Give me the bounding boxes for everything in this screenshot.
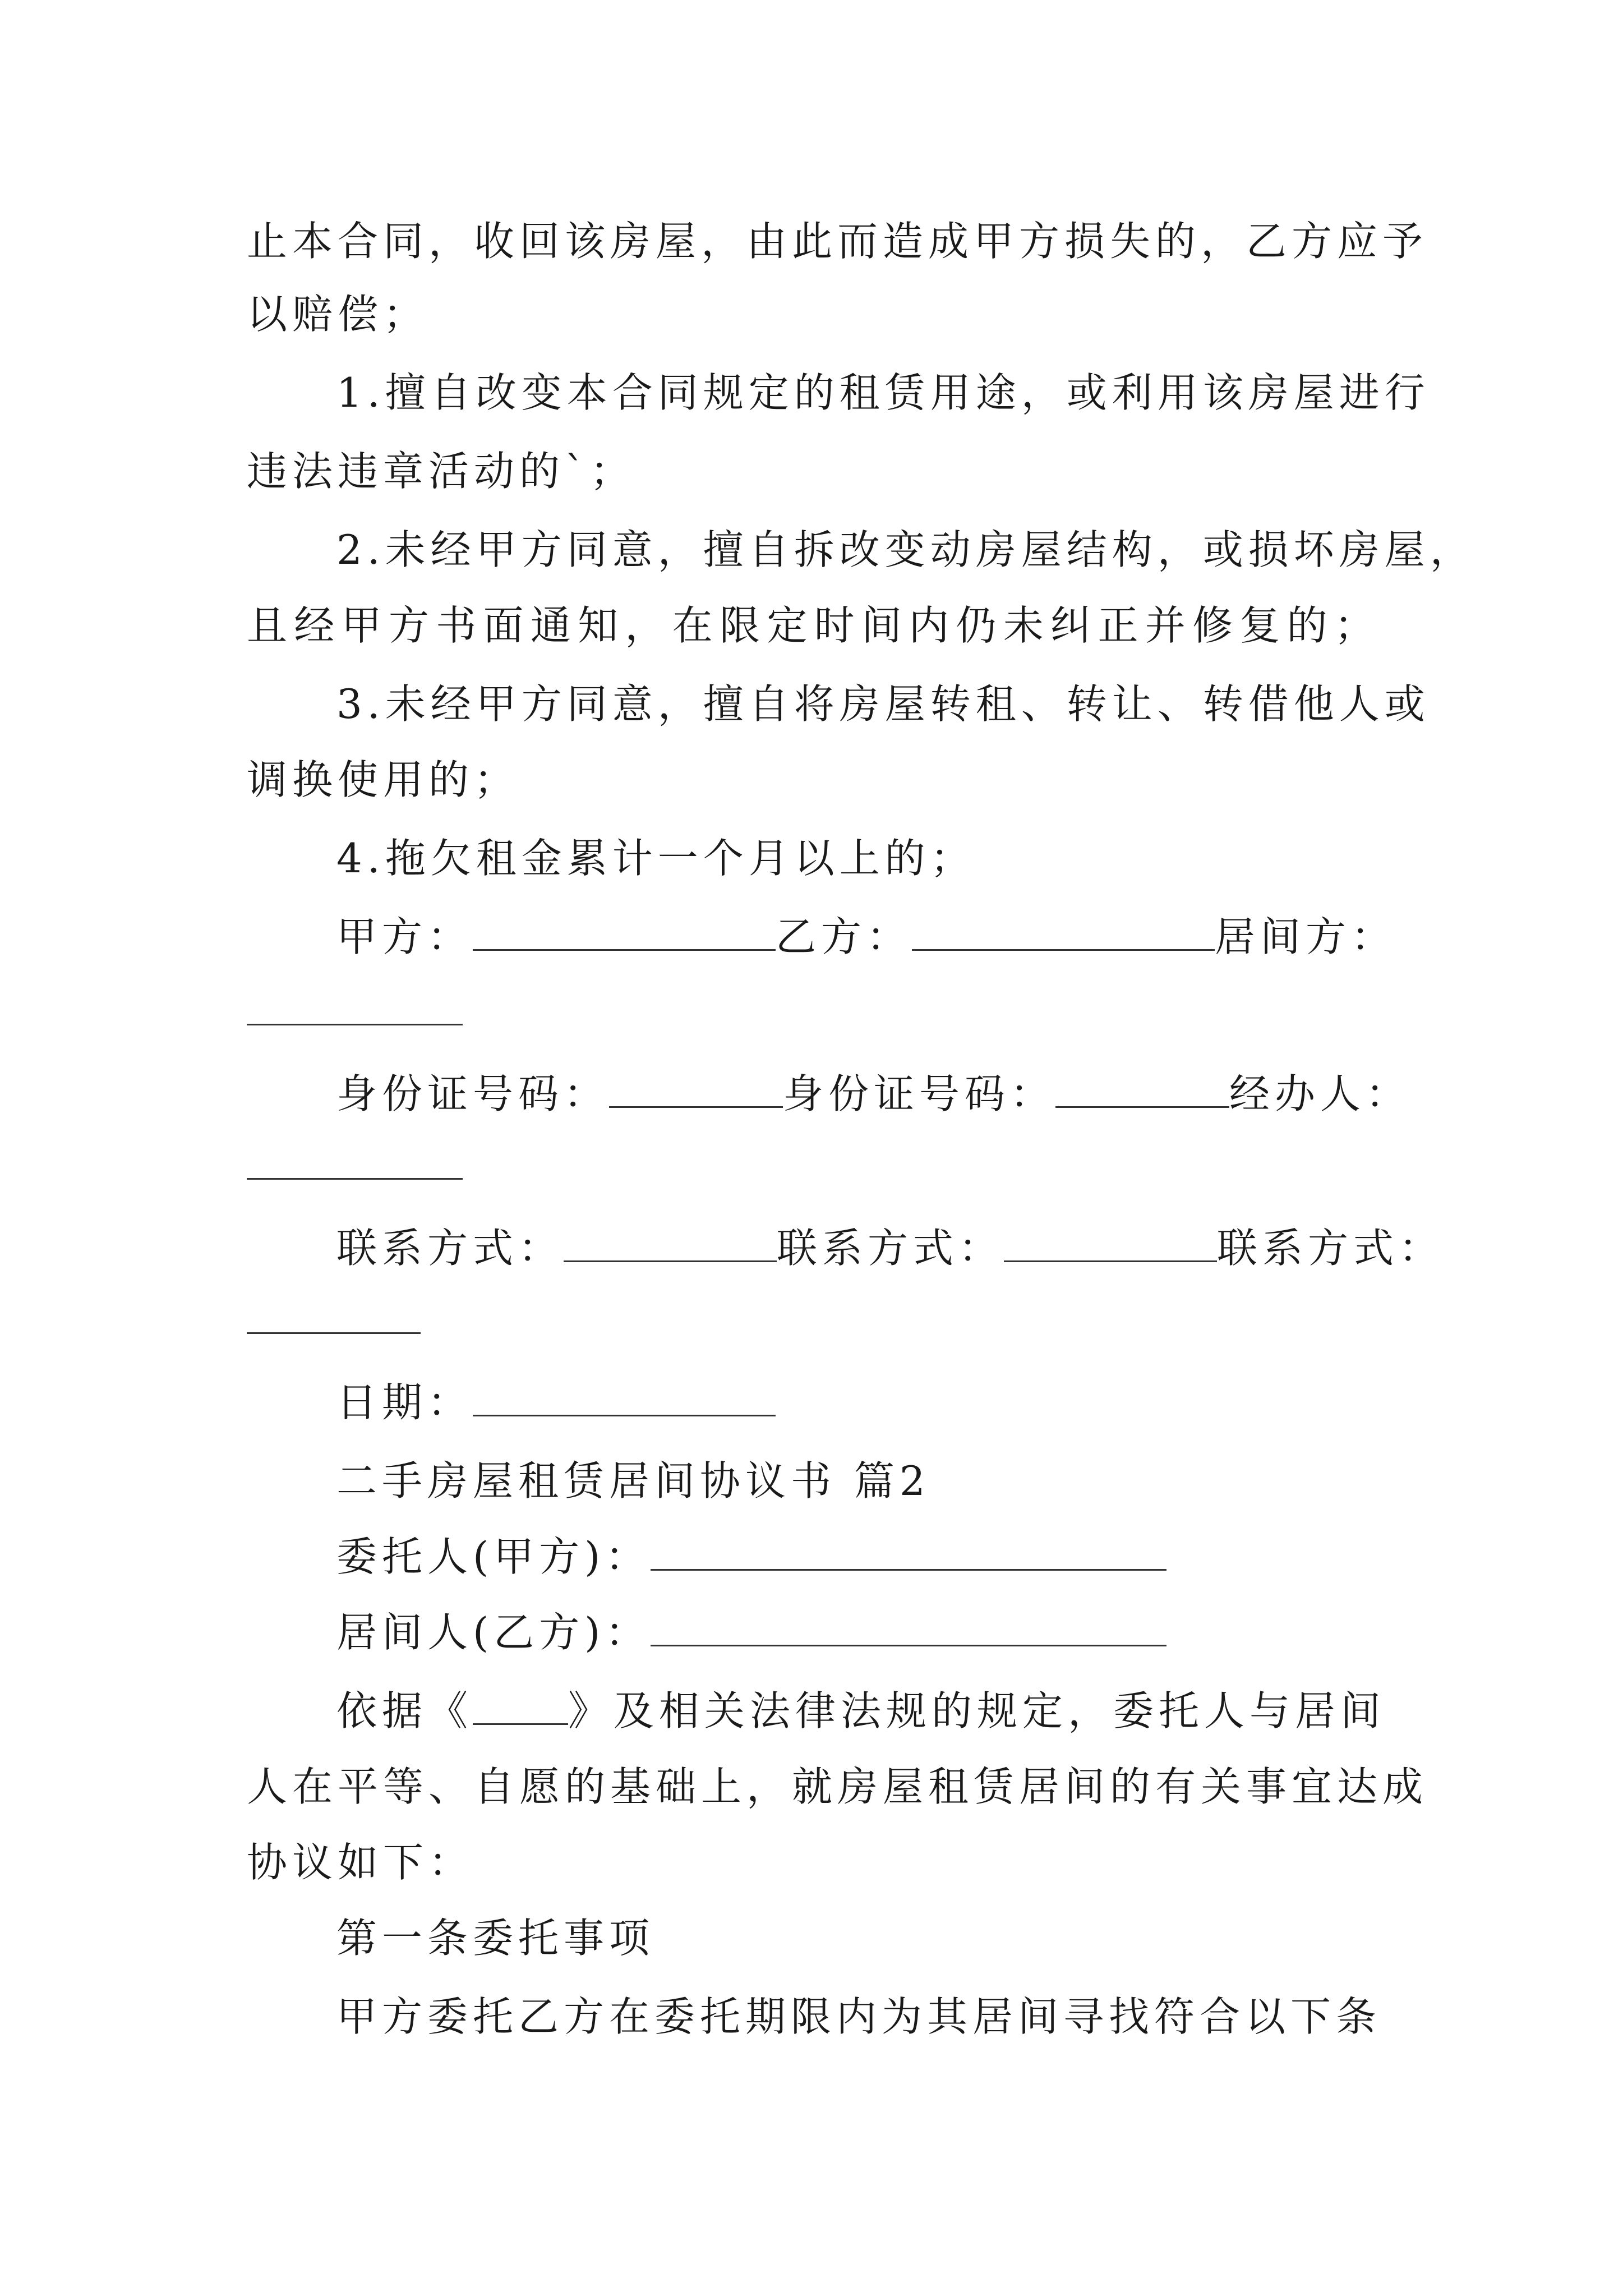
broker-blank[interactable]	[247, 1024, 463, 1025]
contact-blank-b[interactable]	[1004, 1226, 1217, 1262]
clause-1-line: 1.擅自改变本合同规定的租赁用途，或利用该房屋进行	[336, 369, 1430, 416]
agent-blank[interactable]	[247, 1178, 463, 1180]
date-label: 日期：	[336, 1379, 473, 1426]
preamble-line-1	[336, 1683, 1386, 1739]
id-number-blank-a[interactable]	[609, 1071, 783, 1108]
broker-label: 居间方：	[1215, 913, 1397, 960]
law-name-blank[interactable]	[473, 1688, 568, 1725]
party-b-blank[interactable]	[912, 914, 1215, 951]
id-number-blank-b[interactable]	[1055, 1071, 1229, 1108]
intermediary-blank[interactable]	[651, 1610, 1166, 1646]
signature-date-row	[336, 1374, 776, 1430]
clause-3-line: 调换使用的；	[247, 756, 520, 803]
signature-contact-row	[336, 1220, 1444, 1276]
preamble-suffix: 》及相关法律法规的规定，委托人与居间	[568, 1687, 1386, 1734]
client-blank[interactable]	[651, 1534, 1166, 1571]
date-blank[interactable]	[473, 1380, 776, 1416]
party-a-blank[interactable]	[473, 914, 776, 951]
signature-id-row	[336, 1066, 1411, 1122]
article-1-title: 第一条委托事项	[336, 1915, 655, 1962]
clause-3-line: 3.未经甲方同意，擅自将房屋转租、转让、转借他人或	[336, 680, 1430, 728]
contact-blank-c[interactable]	[247, 1332, 421, 1334]
intermediary-row	[336, 1604, 1166, 1660]
id-number-label-b: 身份证号码：	[783, 1070, 1056, 1117]
agent-label: 经办人：	[1229, 1070, 1412, 1117]
party-a-label: 甲方：	[336, 913, 473, 960]
clause-2-line: 且经甲方书面通知，在限定时间内仍未纠正并修复的；	[247, 602, 1380, 649]
party-b-label: 乙方：	[776, 913, 912, 960]
clause-4-line: 4.拖欠租金累计一个月以上的；	[336, 835, 976, 882]
paragraph-line: 止本合同，收回该房屋，由此而造成甲方损失的，乙方应予	[247, 218, 1428, 265]
contact-label-a: 联系方式：	[336, 1225, 564, 1272]
contact-blank-a[interactable]	[564, 1226, 777, 1262]
section-2-heading: 二手房屋租赁居间协议书 篇2	[336, 1457, 930, 1504]
preamble-prefix: 依据《	[336, 1687, 473, 1734]
preamble-line-3: 协议如下：	[247, 1839, 474, 1886]
paragraph-line: 以赔偿；	[247, 291, 429, 338]
contact-label-b: 联系方式：	[777, 1225, 1004, 1272]
signature-parties-row	[336, 909, 1396, 965]
clause-2-line: 2.未经甲方同意，擅自拆改变动房屋结构，或损坏房屋，	[336, 526, 1476, 573]
contact-label-c: 联系方式：	[1217, 1225, 1445, 1272]
client-label: 委托人(甲方)：	[336, 1533, 651, 1580]
id-number-label-a: 身份证号码：	[336, 1070, 610, 1117]
intermediary-label: 居间人(乙方)：	[336, 1609, 651, 1656]
clause-1-line: 违法违章活动的`；	[247, 448, 636, 495]
client-row	[336, 1529, 1166, 1585]
article-1-text: 甲方委托乙方在委托期限内为其居间寻找符合以下条	[336, 1993, 1382, 2040]
preamble-line-2: 人在平等、自愿的基础上，就房屋租赁居间的有关事宜达成	[247, 1763, 1428, 1810]
